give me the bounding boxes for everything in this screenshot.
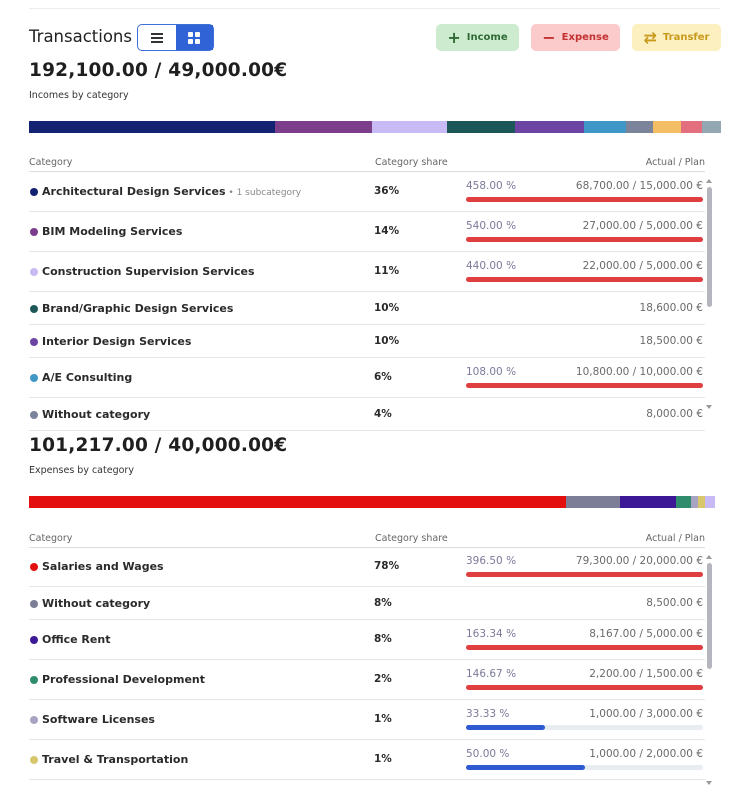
scroll-up-icon[interactable] — [706, 555, 712, 559]
page-title: Transactions — [29, 27, 132, 46]
category-row[interactable] — [29, 252, 705, 292]
add-expense-button[interactable] — [531, 24, 620, 51]
plan-percent: 108.00 % — [466, 366, 517, 378]
actual-plan-amount: 79,300.00 / 20,000.00 € — [575, 555, 703, 567]
income-category-bar — [29, 121, 721, 133]
bar-segment — [676, 496, 691, 508]
plan-percent: 540.00 % — [466, 220, 517, 232]
plan-progress-fill — [466, 237, 703, 242]
bar-segment — [698, 496, 705, 508]
expense-button-label: Expense — [561, 32, 609, 43]
category-share: 78% — [374, 560, 400, 572]
category-name-text: Without category — [42, 596, 151, 610]
category-name-text: Brand/Graphic Design Services — [42, 301, 234, 315]
plan-progress-track — [466, 383, 703, 388]
category-name[interactable] — [42, 408, 150, 421]
category-name[interactable] — [42, 185, 301, 198]
category-name-text: Office Rent — [42, 633, 111, 646]
plan-progress-track — [466, 725, 703, 730]
category-name[interactable] — [42, 335, 191, 348]
column-category: Category — [29, 157, 73, 168]
category-color-dot — [30, 374, 38, 382]
column-category-share: Category share — [375, 157, 448, 168]
scroll-up-icon[interactable] — [706, 179, 712, 183]
category-name-text: BIM Modeling Services — [42, 225, 183, 238]
top-divider — [29, 8, 720, 9]
expense-total: 101,217.00 / 40,000.00€ — [29, 435, 288, 456]
bar-segment — [584, 121, 626, 133]
scroll-thumb[interactable] — [707, 187, 712, 307]
category-share: 4% — [374, 407, 392, 420]
add-income-button[interactable] — [436, 24, 519, 51]
expense-table-header — [29, 533, 705, 547]
category-name[interactable] — [42, 633, 110, 646]
plan-progress-track — [466, 765, 703, 770]
category-row[interactable] — [29, 660, 705, 700]
actual-plan-amount: 1,000.00 / 3,000.00 € — [589, 708, 703, 720]
category-color-dot — [30, 600, 38, 608]
plan-progress-fill — [466, 725, 545, 730]
plan-progress-fill — [466, 765, 585, 770]
plan-percent: 163.34 % — [466, 628, 517, 640]
bar-segment — [705, 496, 715, 508]
category-share: 10% — [374, 301, 400, 314]
category-row[interactable] — [29, 398, 705, 431]
grid-view-button[interactable] — [176, 25, 214, 50]
category-name-text: Interior Design Services — [42, 334, 192, 348]
category-color-dot — [30, 411, 38, 419]
bar-segment — [515, 121, 584, 133]
plan-progress-fill — [466, 197, 703, 202]
plan-progress-track — [466, 645, 703, 650]
category-share: 8% — [374, 596, 392, 609]
category-name-text: Salaries and Wages — [42, 560, 164, 573]
income-section-label: Incomes by category — [29, 90, 129, 101]
category-color-dot — [30, 268, 38, 276]
grid-icon — [188, 32, 200, 44]
transfer-button-label: Transfer — [662, 32, 710, 43]
category-share: 10% — [374, 334, 400, 347]
category-row[interactable] — [29, 740, 705, 780]
plan-percent: 440.00 % — [466, 260, 517, 272]
actual-plan-amount: 8,500.00 € — [646, 596, 703, 609]
category-share: 2% — [374, 673, 392, 685]
plan-progress-fill — [466, 277, 703, 282]
category-name-text: Professional Development — [42, 673, 206, 686]
plan-percent: 33.33 % — [466, 708, 510, 720]
category-row[interactable] — [29, 547, 705, 587]
plan-progress-fill — [466, 572, 703, 577]
expense-section-label: Expenses by category — [29, 465, 134, 476]
category-row[interactable] — [29, 587, 705, 620]
income-button-label: Income — [466, 32, 508, 43]
category-row[interactable] — [29, 325, 705, 358]
category-color-dot — [30, 756, 38, 764]
category-name[interactable] — [42, 265, 255, 278]
category-row[interactable] — [29, 212, 705, 252]
plus-icon: + — [447, 27, 461, 47]
category-color-dot — [30, 188, 38, 196]
category-color-dot — [30, 228, 38, 236]
bar-segment — [275, 121, 371, 133]
actual-plan-amount: 27,000.00 / 5,000.00 € — [582, 220, 703, 232]
category-share: 8% — [374, 633, 392, 645]
category-name-text: Without category — [42, 407, 151, 421]
income-table-body[interactable] — [29, 172, 705, 421]
plan-percent: 146.67 % — [466, 668, 517, 680]
bar-segment — [681, 121, 702, 133]
plan-progress-fill — [466, 383, 703, 388]
transfer-icon: ⇄ — [643, 27, 657, 47]
bar-segment — [653, 121, 681, 133]
actual-plan-amount: 8,000.00 € — [646, 407, 703, 420]
actual-plan-amount: 68,700.00 / 15,000.00 € — [575, 180, 703, 192]
category-color-dot — [30, 305, 38, 313]
category-name[interactable] — [42, 673, 205, 686]
subcategory-count — [226, 188, 302, 198]
expense-scrollbar[interactable] — [705, 555, 714, 785]
category-color-dot — [30, 636, 38, 644]
category-row[interactable] — [29, 620, 705, 660]
category-name[interactable] — [42, 225, 182, 238]
subcategory-count-text: 1 subcategory — [236, 188, 302, 198]
plan-progress-track — [466, 685, 703, 690]
category-share: 1% — [374, 713, 392, 725]
bar-segment — [702, 121, 721, 133]
plan-progress-track — [466, 237, 703, 242]
category-share: 1% — [374, 753, 392, 765]
category-name[interactable] — [42, 597, 150, 610]
plan-percent: 396.50 % — [466, 555, 517, 567]
category-name[interactable] — [42, 371, 132, 384]
category-color-dot — [30, 338, 38, 346]
income-scrollbar[interactable] — [705, 179, 714, 409]
category-name[interactable] — [42, 713, 155, 726]
column-actual-plan: Actual / Plan — [645, 157, 705, 168]
category-color-dot — [30, 676, 38, 684]
category-row[interactable] — [29, 700, 705, 740]
category-name-text: Software Licenses — [42, 713, 155, 726]
actual-plan-amount: 1,000.00 / 2,000.00 € — [589, 748, 703, 760]
actual-plan-amount: 2,200.00 / 1,500.00 € — [589, 668, 703, 680]
plan-progress-fill — [466, 645, 703, 650]
category-name-text: A/E Consulting — [42, 371, 133, 384]
bar-segment — [29, 496, 566, 508]
expense-category-bar — [29, 496, 715, 508]
category-name[interactable] — [42, 302, 233, 315]
scroll-thumb[interactable] — [707, 563, 712, 669]
category-name[interactable] — [42, 560, 164, 573]
category-row[interactable] — [29, 292, 705, 325]
bar-segment — [691, 496, 698, 508]
actual-plan-amount: 8,167.00 / 5,000.00 € — [589, 628, 703, 640]
category-name-text: Travel & Transportation — [42, 753, 189, 766]
actual-plan-amount: 10,800.00 / 10,000.00 € — [575, 366, 703, 378]
actual-plan-amount: 18,500.00 € — [639, 334, 703, 347]
column-actual-plan: Actual / Plan — [645, 533, 705, 544]
income-total: 192,100.00 / 49,000.00€ — [29, 60, 288, 81]
income-table-header — [29, 157, 705, 171]
plan-progress-track — [466, 277, 703, 282]
list-view-button[interactable] — [138, 25, 176, 50]
add-transfer-button[interactable] — [632, 24, 721, 51]
plan-percent: 458.00 % — [466, 180, 517, 192]
scroll-down-icon[interactable] — [706, 781, 712, 785]
category-color-dot — [30, 563, 38, 571]
bar-segment — [620, 496, 676, 508]
scroll-down-icon[interactable] — [706, 405, 712, 409]
category-row[interactable] — [29, 172, 705, 212]
plan-progress-track — [466, 197, 703, 202]
category-name[interactable] — [42, 753, 188, 766]
category-share: 36% — [374, 185, 400, 197]
category-share: 11% — [374, 265, 400, 277]
plan-progress-fill — [466, 685, 703, 690]
plan-percent: 50.00 % — [466, 748, 510, 760]
bar-segment — [447, 121, 515, 133]
list-icon — [151, 33, 163, 43]
category-name-text: Architectural Design Services — [42, 185, 226, 198]
column-category: Category — [29, 533, 73, 544]
category-row[interactable] — [29, 358, 705, 398]
bar-segment — [626, 121, 652, 133]
category-color-dot — [30, 716, 38, 724]
column-category-share: Category share — [375, 533, 448, 544]
view-toggle[interactable] — [137, 24, 214, 51]
bar-segment — [372, 121, 447, 133]
actual-plan-amount: 22,000.00 / 5,000.00 € — [582, 260, 703, 272]
bar-segment — [29, 121, 275, 133]
plan-progress-track — [466, 572, 703, 577]
minus-icon: − — [542, 27, 556, 47]
separator-bullet: • — [225, 188, 237, 198]
category-name-text: Construction Supervision Services — [42, 265, 255, 278]
category-share: 6% — [374, 371, 392, 383]
actual-plan-amount: 18,600.00 € — [639, 301, 703, 314]
expense-table-body[interactable] — [29, 547, 705, 783]
bar-segment — [566, 496, 620, 508]
category-share: 14% — [374, 225, 400, 237]
